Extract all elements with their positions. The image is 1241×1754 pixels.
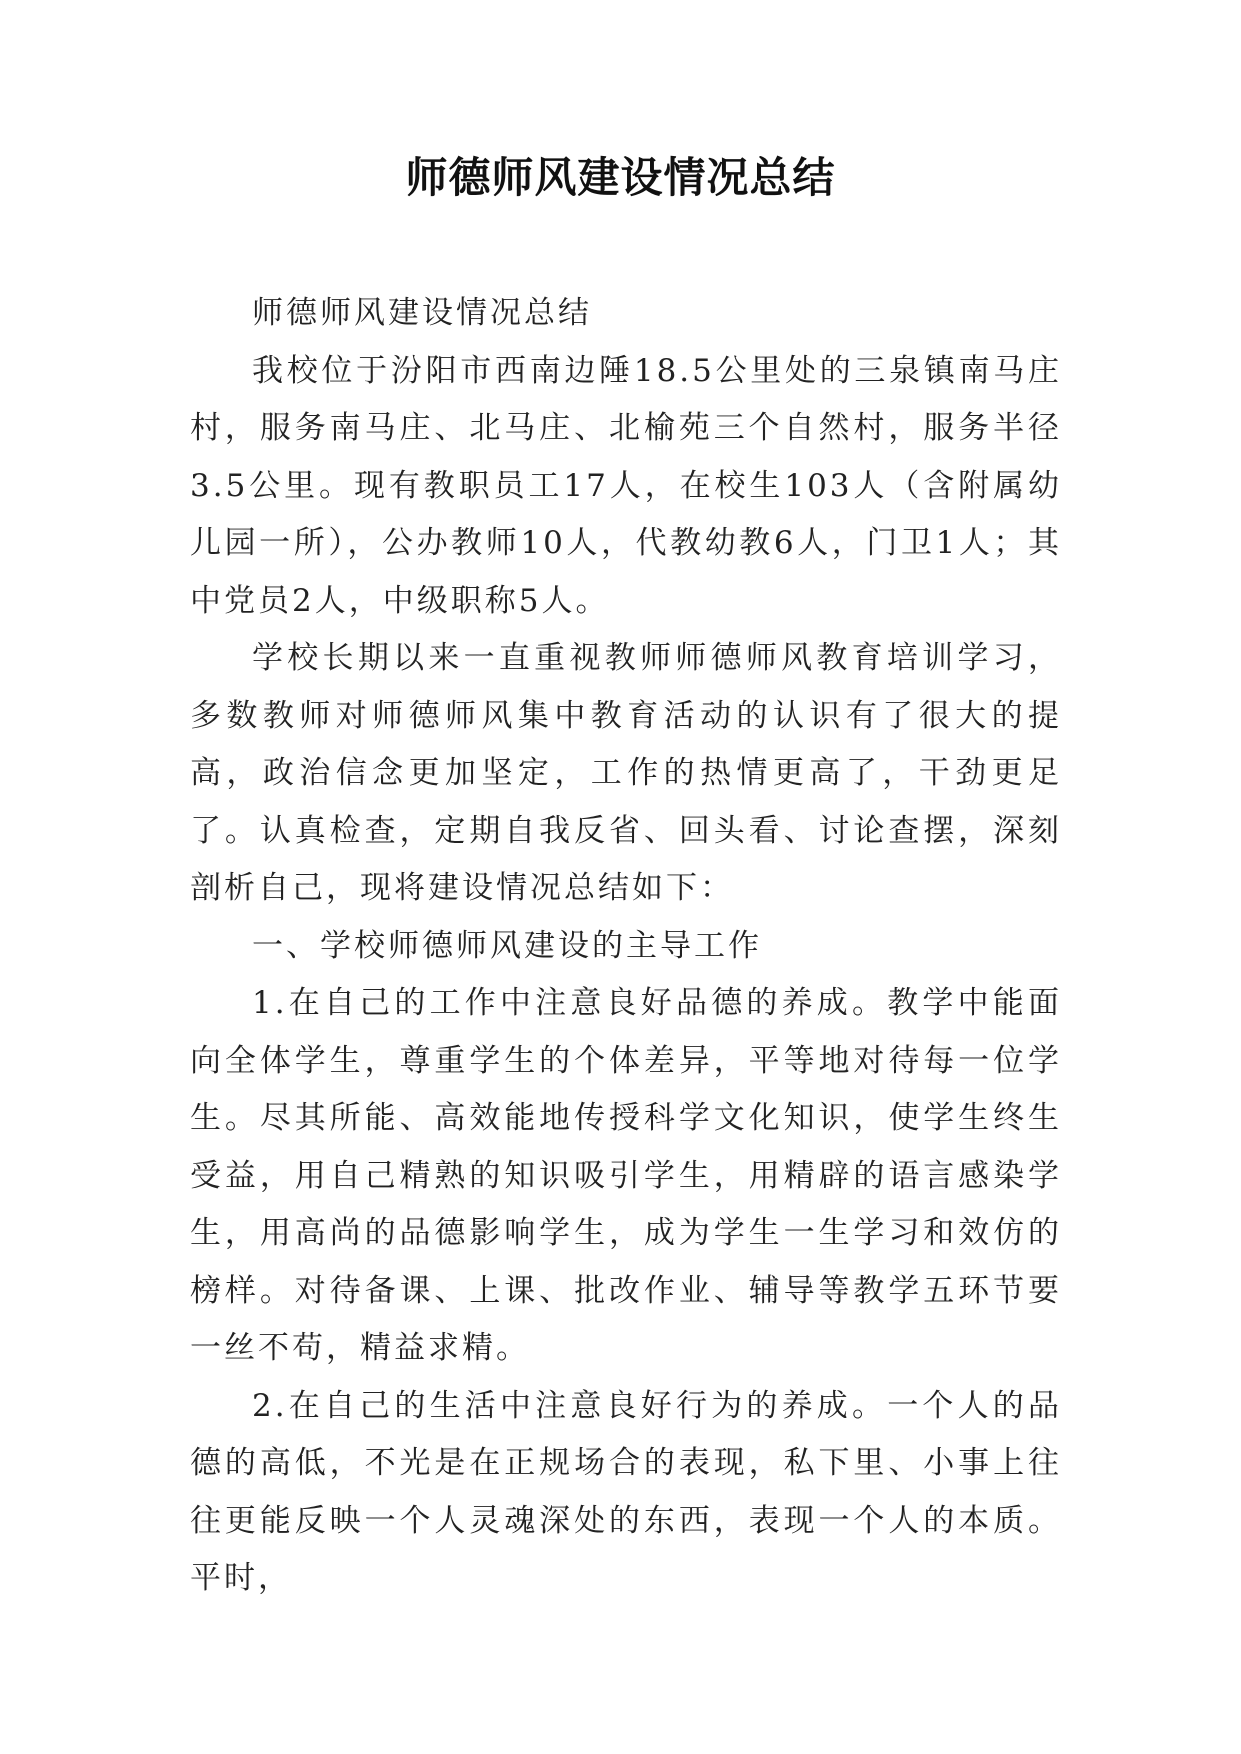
paragraph-school-overview: 我校位于汾阳市西南边陲18.5公里处的三泉镇南马庄村，服务南马庄、北马庄、北榆苑三个自然村，服务半径3.5公里。现有教职员工17人，在校生103人（含附属幼儿园一所），公办教师10人，代教幼教6人，门卫1人；其中党员2人，中级职称5人。: [190, 352, 1062, 619]
paragraph-training-summary: 学校长期以来一直重视教师师德师风教育培训学习，多数教师对师德师风集中教育活动的认识有了很大的提高，政治信念更加坚定，工作的热情更高了，干劲更足了。认真检查，定期自我反省、回头看、讨论查摆，深刻剖析自己，现将建设情况总结如下：: [190, 640, 1062, 906]
section-heading-main-work: 一、学校师德师风建设的主导工作: [252, 927, 762, 964]
document-body: [190, 285, 1062, 1608]
paragraph-item-1: 1.在自己的工作中注意良好品德的养成。教学中能面向全体学生，尊重学生的个体差异，平等地对待每一位学生。尽其所能、高效能地传授科学文化知识，使学生终生受益，用自己精熟的知识吸引学生，用精辟的语言感染学生，用高尚的品德影响学生，成为学生一生学习和效仿的榜样。对待备课、上课、批改作业、辅导等教学五环节要一丝不苟，精益求精。: [190, 985, 1062, 1366]
paragraph-subtitle: 师德师风建设情况总结: [252, 295, 592, 331]
paragraph-item-2: 2.在自己的生活中注意良好行为的养成。一个人的品德的高低，不光是在正规场合的表现，私下里、小事上往往更能反映一个人灵魂深处的东西，表现一个人的本质。平时，: [190, 1387, 1062, 1596]
document-title: 师德师风建设情况总结: [405, 153, 836, 202]
